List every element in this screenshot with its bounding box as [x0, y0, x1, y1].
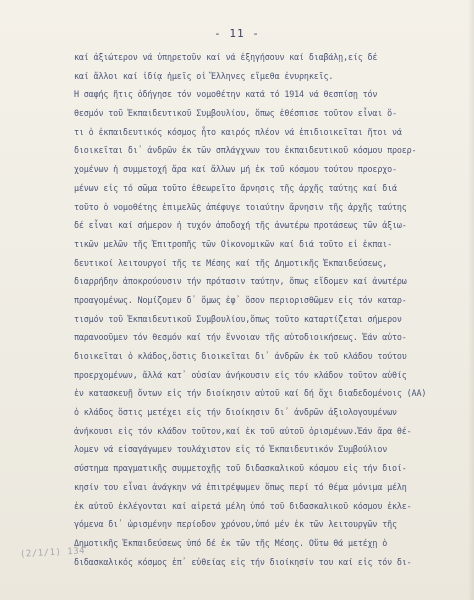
page-edge-shadow [468, 0, 474, 600]
text-line: δέ εἶναι καί σήμερον ἡ τυχόν ἀποδοχή τῆς ἀνωτέρω προτάσεως τῶν ἀξιω- [74, 220, 407, 231]
text-line: ἀνήκουσι εἰς τόν κλάδον τοῦτον,καί ἐκ τοῦ αὐτοῦ ὁρισμένων.Ἐάν ἄρα θέ- [74, 425, 412, 436]
text-line: ἐκ αὐτοῦ ἐκλέγονται καί αἱρετά μέλη ὑπό τοῦ διδασκαλικοῦ κόσμου ἐκλε- [74, 500, 412, 511]
text-line: θεσμόν τοῦ Ἐκπαιδευτικοῦ Συμβουλίου, ὅπως ἐθέσπισε τοῦτον εἶναι ὅ- [74, 108, 397, 119]
text-line: κησίν του εἶναι ἀνάγκην νά ἐπιτρέψωμεν ὅπως περί τό θέμα μόνιμα μέλη [74, 481, 407, 492]
text-line: τοῦτο ὁ νομοθέτης ἐπιμελῶς ἀπέφυγε τοιαύτην ἄρνησιν τῆς ἀρχῆς ταύτης [74, 201, 407, 212]
page-number: - 11 - [214, 27, 260, 40]
text-line: προαγομένως. Νομίζομεν δ᾽ ὅμως ἐφ᾽ ὅσον περιορισθῶμεν εἰς τόν καταρ- [74, 294, 407, 305]
typed-text-body [74, 48, 444, 571]
text-line: Ἡ σαφής ἤτις ὁδήγησε τόν νομοθέτην κατά τό 1914 νά θεσπίσῃ τόν [74, 89, 378, 100]
text-line: διοικεῖται δι᾽ ἀνδρῶν ἐκ τῶν σπλάγχνων του ἐκπαιδευτικοῦ κόσμου προερ- [74, 145, 417, 156]
text-line: ὁ κλάδος ὅστις μετέχει εἰς τήν διοίκησιν δι᾽ ἀνδρῶν ἀξιολογουμένων [74, 407, 397, 418]
text-line: διδασκαλικός κόσμος ἐπ᾽ εὐθείας εἰς τήν διοίκησίν του καί εἰς τόν δι- [74, 556, 412, 567]
text-line: τικῶν μελῶν τῆς Ἐπιτροπῆς τῶν Οἰκονομικῶν καί διά τοῦτο εἰ ἐκπαι- [74, 238, 392, 249]
text-line: γόμενα δι᾽ ὡρισμένην περίοδον χρόνου,ὑπό μέν ἐκ τῶν λειτουργῶν τῆς [74, 519, 397, 530]
text-line: χομένων ἡ συμμετοχή ἄρα καί ἄλλων μή ἐκ τοῦ κόσμου τούτου προερχο- [74, 164, 397, 175]
text-line: Δημοτικῆς Ἐκπαιδεύσεως ὑπό δέ ἐκ τῶν τῆς Μέσης. Οὕτω θά μετέχῃ ὁ [74, 537, 388, 548]
text-line: σύστημα πραγματικῆς συμμετοχῆς τοῦ διδασκαλικοῦ κόσμου εἰς τήν διοί- [74, 463, 407, 474]
text-line: προερχομένων, ἄλλά κατ᾽ οὐσίαν ἀνήκουσιν εἰς τόν κλάδον τοῦτον αὐθίς [74, 369, 407, 380]
text-line: τισμόν τοῦ Ἐκπαιδευτικοῦ Συμβουλίου,ὅπως τοῦτο καταρτίζεται σήμερον [74, 313, 402, 324]
text-line: διαρρήδην ἀποκρούουσιν τήν πρότασιν ταύτην, ὅπως εἴδομεν καί ἀνωτέρω [74, 276, 407, 287]
text-line: καί ἄλλοι καί ἰδίᾳ ἡμεῖς οἱ Ἕλληνες εἴμεθα ἐνυρηκεῖς. [74, 70, 334, 81]
text-line: λομεν νά εἰσαγάγωμεν τουλάχιστον εἰς τό Ἐκπαιδευτικόν Συμβούλιον [74, 444, 388, 455]
text-line: μένων εἰς τό σῶμα τοῦτο ἐθεωρεῖτο ἄρνησις τῆς ἀρχῆς ταύτης καί διά [74, 182, 397, 193]
text-line: δευτικοί λειτουργοί τῆς τε Μέσης καί τῆς Δημοτικῆς Ἐκπαιδεύσεως, [74, 257, 388, 268]
text-line: καί ἀξιώτερον νά ὑπηρετοῦν καί νά ἐξηγήσουν καί διαβάλῃ,είς δέ [74, 52, 378, 62]
text-line: ἐν κατασκευῇ ὄντων εἰς τήν διοίκησιν αὐτοῦ καί δή ὄχι διαδεδομένοις (ΑΑ) [74, 388, 427, 399]
text-line: διοικεῖται ὁ κλάδος,ὅστις διοικεῖται δι᾽ ἀνδρῶν ἐκ τοῦ κλάδου τούτου [74, 351, 407, 361]
text-line: τι ὁ ἐκπαιδευτικός κόσμος ἦτο καιρός πλέον νά ἐπιδιοικεῖται ἤτοι νά [74, 126, 402, 137]
text-line: παρανοοῦμεν τόν θεσμόν καί τήν ἔννοιαν τῆς αὐτοδιοικήσεως. Ἐάν αὐτο- [74, 332, 407, 343]
archive-pencil-mark: (2/1/1) 134 [19, 546, 86, 560]
